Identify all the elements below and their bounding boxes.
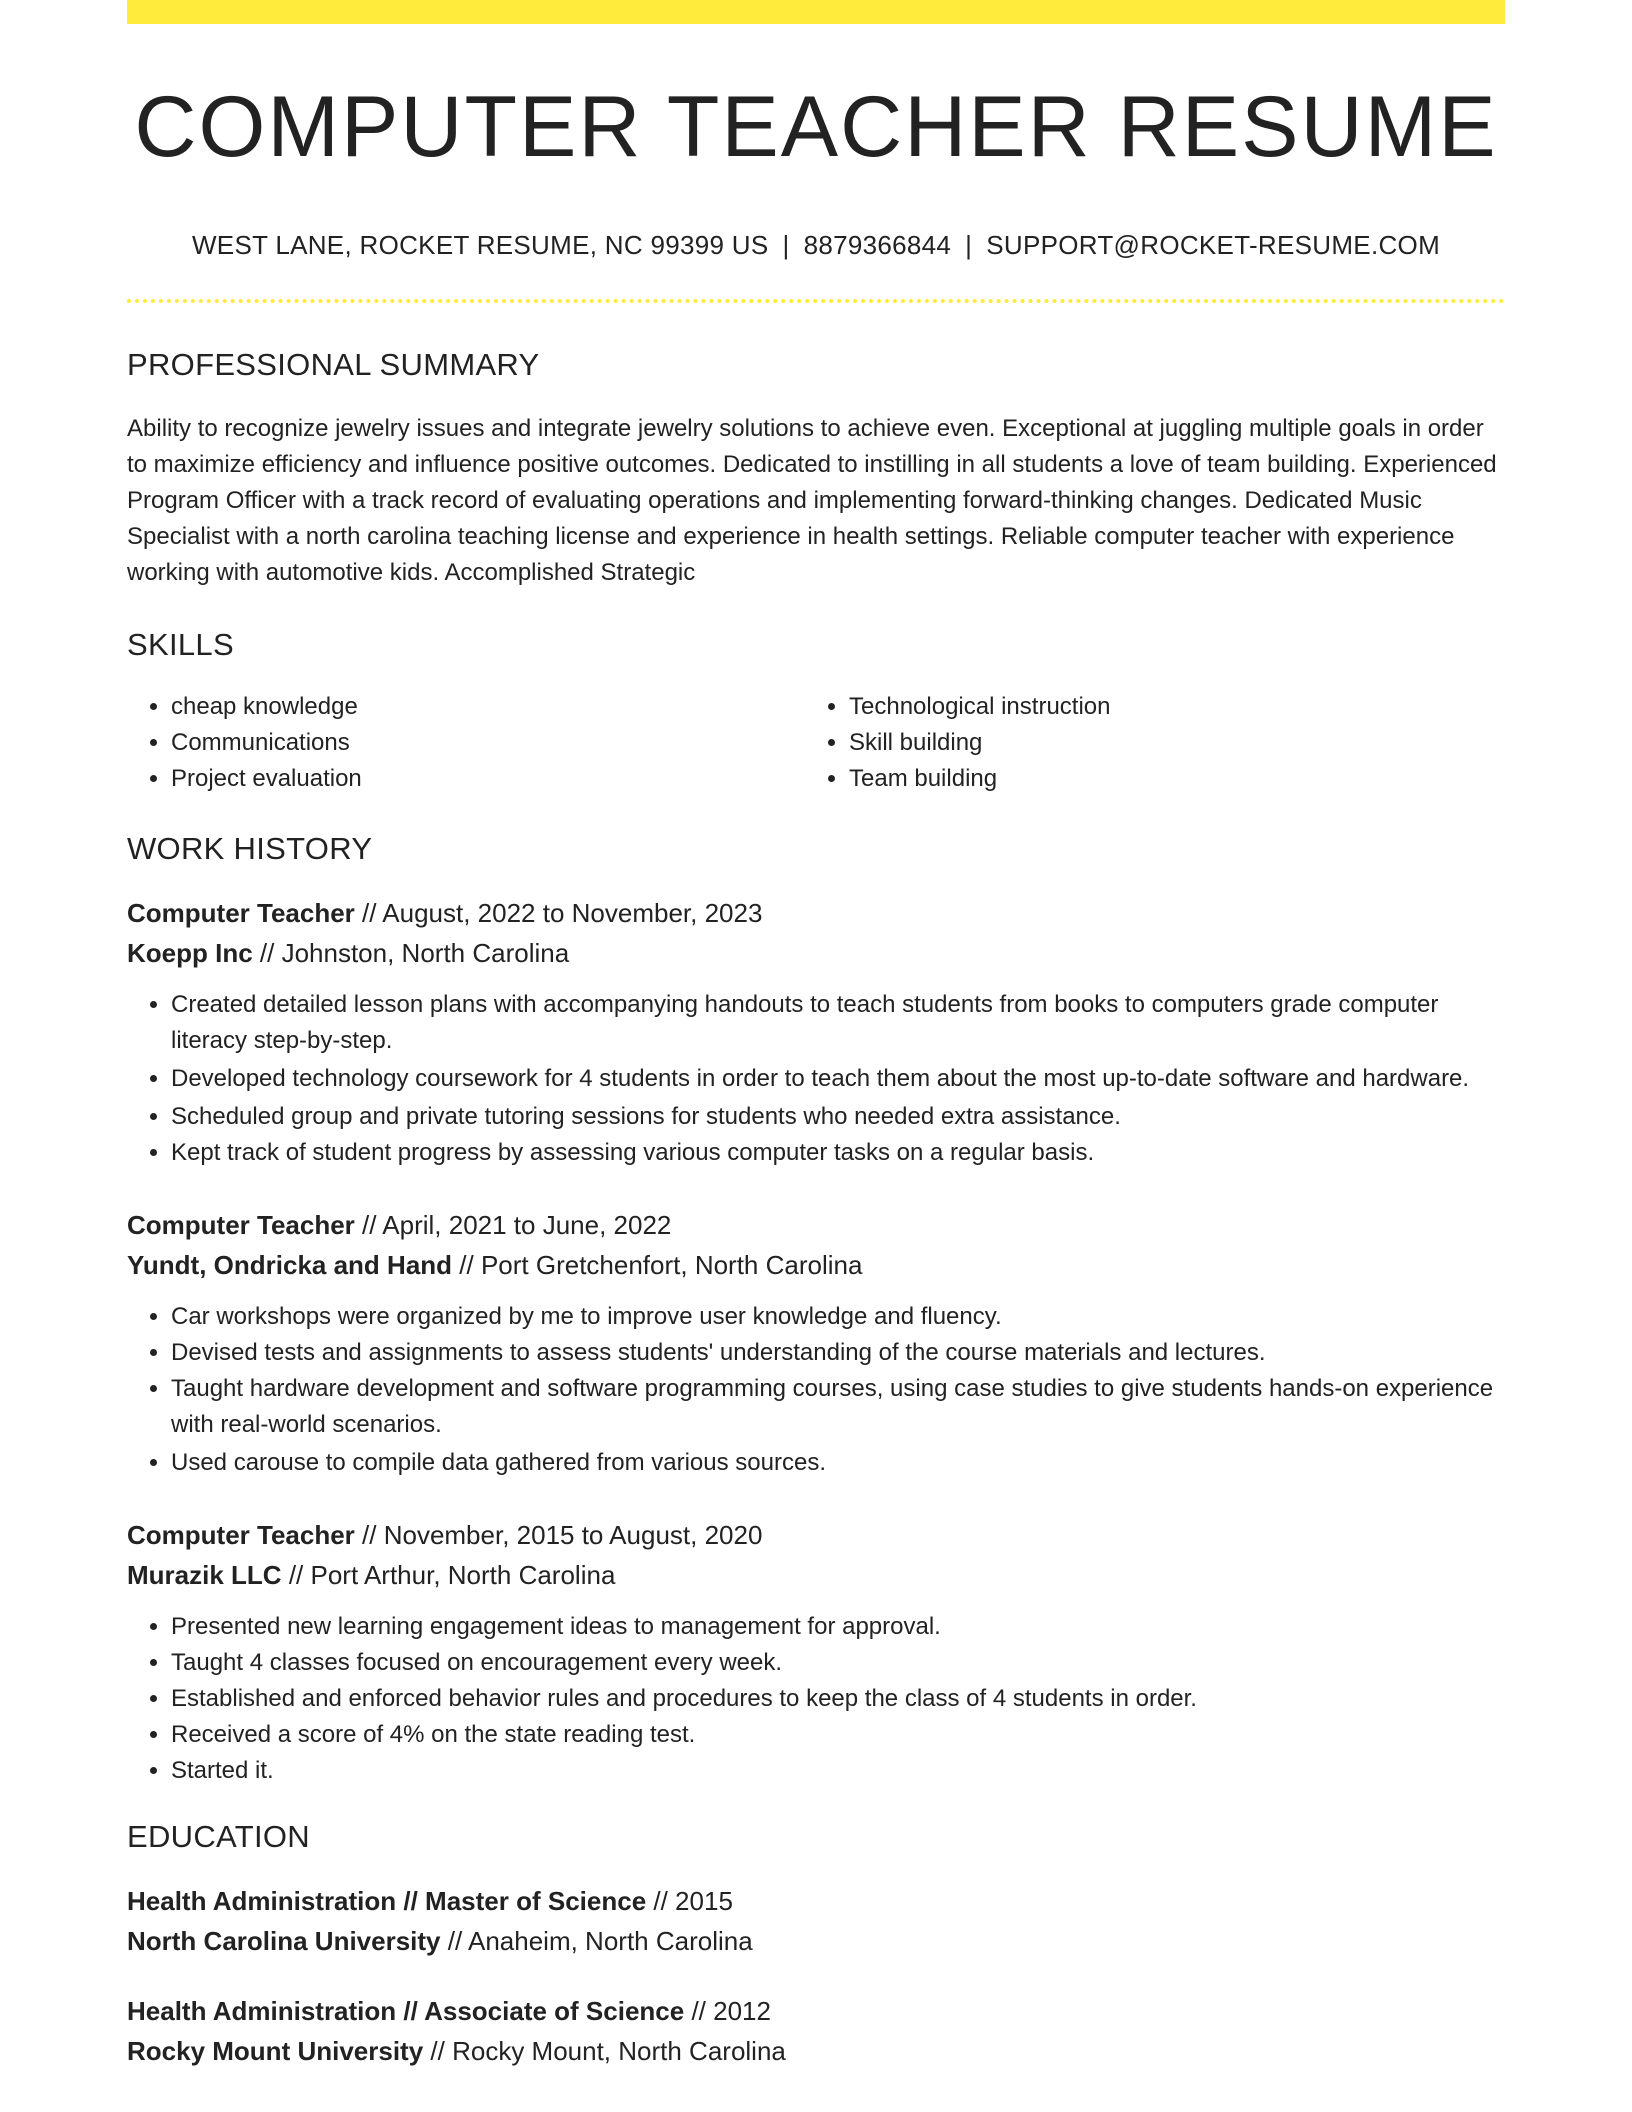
education-location: // Anaheim, North Carolina <box>447 1926 753 1956</box>
job-title-line <box>127 1515 1505 1555</box>
skill-item: • Communications <box>171 725 805 761</box>
contact-email: SUPPORT@ROCKET-RESUME.COM <box>986 230 1441 260</box>
contact-phone: 8879366844 <box>803 230 952 260</box>
skills-list <box>127 689 1505 797</box>
skill-item: • Technological instruction <box>849 689 1110 725</box>
job-location: // Port Gretchenfort, North Carolina <box>459 1250 863 1280</box>
job-title: Computer Teacher <box>127 898 355 928</box>
job-bullet: • Used carouse to compile data gathered from various sources. <box>171 1445 1505 1481</box>
job-entry <box>127 1205 1505 1481</box>
skill-item: • Project evaluation <box>171 761 805 797</box>
education-school: Rocky Mount University <box>127 2036 424 2066</box>
education-degree: Health Administration // Master of Science <box>127 1886 647 1916</box>
skill-item: • cheap knowledge <box>171 689 805 725</box>
resume-title: COMPUTER TEACHER RESUME <box>134 79 1498 175</box>
job-bullets <box>127 1609 1505 1789</box>
skill-item: • Skill building <box>849 725 1110 761</box>
job-bullet: • Received a score of 4% on the state reading test. <box>171 1717 1505 1753</box>
job-location: // Port Arthur, North Carolina <box>288 1560 616 1590</box>
job-dates: // April, 2021 to June, 2022 <box>362 1210 672 1240</box>
job-company-line <box>127 933 1505 973</box>
education-degree-line <box>127 1991 1505 2031</box>
summary-text: Ability to recognize jewelry issues and integrate jewelry solutions to achieve even. Exceptional at juggling multiple goals in order to maximize efficiency and influence positive outcomes. Dedicated to instilling in all students a love of team building. Experienced Program Officer with a track record of evaluating operations and implementing forward-thinking changes. Dedicated Music Specialist with a north carolina teaching license and experience in health settings. Reliable computer teacher with experience working with automotive kids. Accomplished Strategic <box>127 415 1497 586</box>
job-bullet: • Presented new learning engagement ideas to management for approval. <box>171 1609 1505 1645</box>
contact-separator: | <box>965 230 973 260</box>
job-entry <box>127 1515 1505 1789</box>
job-bullet: • Kept track of student progress by assessing various computer tasks on a regular basis. <box>171 1135 1505 1171</box>
education-degree: Health Administration // Associate of Science <box>127 1996 685 2026</box>
job-title: Computer Teacher <box>127 1210 355 1240</box>
job-bullet: • Taught hardware development and software programming courses, using case studies to give students hands-on experience with real-world scenarios. <box>171 1371 1505 1443</box>
job-bullet: • Established and enforced behavior rules and procedures to keep the class of 4 students in order. <box>171 1681 1505 1717</box>
work-history-heading: WORK HISTORY <box>127 831 373 866</box>
resume-page <box>127 0 1505 2071</box>
skill-item: • Team building <box>849 761 1110 797</box>
education-school-line <box>127 1921 1505 1961</box>
dotted-divider <box>127 299 1505 303</box>
job-bullet: • Created detailed lesson plans with accompanying handouts to teach students from books to computers grade computer literacy step-by-step. <box>171 987 1505 1059</box>
job-title-line <box>127 893 1505 933</box>
top-accent-bar <box>127 0 1505 24</box>
skills-column-left <box>127 689 805 797</box>
education-entry <box>127 1991 1505 2071</box>
education-entry <box>127 1881 1505 1961</box>
skills-column-right <box>805 689 1110 797</box>
contact-address: WEST LANE, ROCKET RESUME, NC 99399 US <box>191 230 769 260</box>
education-school-line <box>127 2031 1505 2071</box>
education-location: // Rocky Mount, North Carolina <box>430 2036 786 2066</box>
job-bullet: • Scheduled group and private tutoring sessions for students who needed extra assistance. <box>171 1099 1505 1135</box>
education-year: // 2012 <box>691 1996 771 2026</box>
job-bullet: • Devised tests and assignments to assess students' understanding of the course materials and lectures. <box>171 1335 1505 1371</box>
job-bullet: • Taught 4 classes focused on encouragement every week. <box>171 1645 1505 1681</box>
job-bullets <box>127 1299 1505 1481</box>
job-company-line <box>127 1555 1505 1595</box>
job-company: Murazik LLC <box>127 1560 282 1590</box>
job-dates: // August, 2022 to November, 2023 <box>362 898 763 928</box>
job-dates: // November, 2015 to August, 2020 <box>362 1520 763 1550</box>
job-entry <box>127 893 1505 1171</box>
job-bullet: • Started it. <box>171 1753 1505 1789</box>
job-company: Yundt, Ondricka and Hand <box>127 1250 453 1280</box>
job-bullet: • Developed technology coursework for 4 students in order to teach them about the most up-to-date software and hardware. <box>171 1061 1505 1097</box>
education-heading: EDUCATION <box>127 1819 310 1854</box>
education-year: // 2015 <box>653 1886 733 1916</box>
education-degree-line <box>127 1881 1505 1921</box>
summary-heading: PROFESSIONAL SUMMARY <box>127 347 540 382</box>
job-bullet: • Car workshops were organized by me to improve user knowledge and fluency. <box>171 1299 1505 1335</box>
job-title-line <box>127 1205 1505 1245</box>
job-title: Computer Teacher <box>127 1520 355 1550</box>
job-location: // Johnston, North Carolina <box>259 938 570 968</box>
education-school: North Carolina University <box>127 1926 441 1956</box>
job-bullets <box>127 987 1505 1171</box>
contact-line <box>127 230 1505 261</box>
skills-heading: SKILLS <box>127 627 234 662</box>
job-company-line <box>127 1245 1505 1285</box>
contact-separator: | <box>782 230 790 260</box>
job-company: Koepp Inc <box>127 938 253 968</box>
